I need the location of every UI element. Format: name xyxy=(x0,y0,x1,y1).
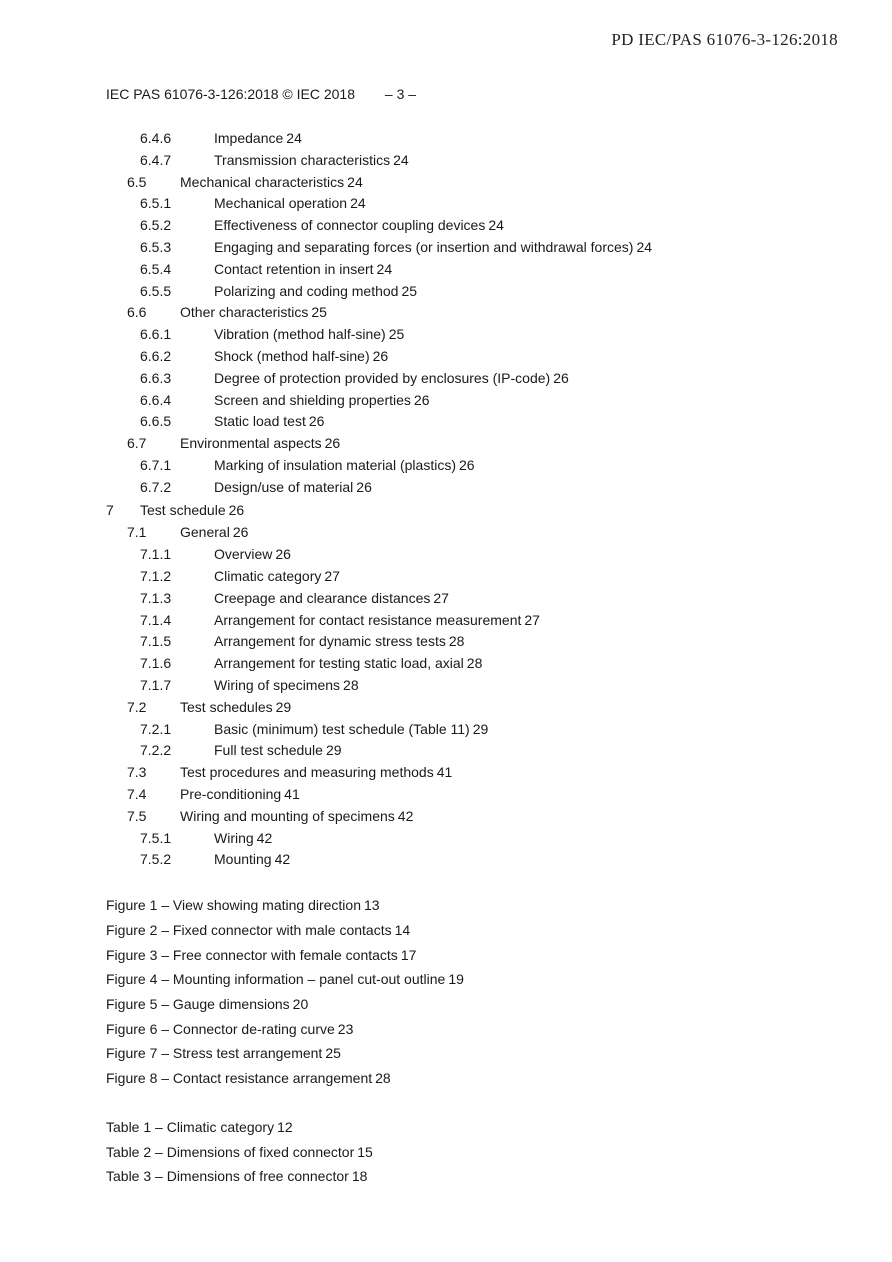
entry-title: Contact retention in insert xyxy=(214,260,374,277)
entry-page-number: 28 xyxy=(466,655,483,672)
entry-title: Figure 2 – Fixed connector with male contacts xyxy=(106,921,392,938)
entry-number: 7 xyxy=(106,501,114,518)
entry-page-number: 29 xyxy=(325,742,342,759)
entry-number: 6.6.1 xyxy=(140,326,172,343)
entry-number: 7.1 xyxy=(127,524,147,541)
entry-title: Transmission characteristics xyxy=(214,151,391,168)
entry-number: 6.5 xyxy=(127,173,147,190)
entry-page-number: 41 xyxy=(284,786,300,802)
entry-title: Figure 1 – View showing mating direction xyxy=(106,897,361,914)
entry-page-number: 13 xyxy=(364,897,380,914)
header-title: IEC PAS 61076-3-126:2018 © IEC 2018 xyxy=(106,86,355,102)
entry-page-number: 27 xyxy=(324,568,340,584)
entry-title: Environmental aspects xyxy=(180,435,322,452)
entry-number: 7.3 xyxy=(127,764,147,781)
entry-page-number: 26 xyxy=(232,524,249,541)
entry-title: Design/use of material xyxy=(214,478,354,495)
entry-page-number: 15 xyxy=(357,1143,373,1160)
entry-title: Pre-conditioning xyxy=(180,786,282,802)
entry-page-number: 29 xyxy=(472,720,489,737)
entry-title: Marking of insulation material (plastics) xyxy=(214,457,456,473)
entry-number: 6.5.5 xyxy=(140,282,172,299)
entry-page-number: 24 xyxy=(636,239,653,255)
entry-title: Test schedule xyxy=(140,501,226,518)
entry-number: 7.2.2 xyxy=(140,742,172,759)
entry-number: 7.2 xyxy=(127,698,147,715)
entry-number: 6.6.5 xyxy=(140,413,172,430)
entry-title: Wiring of specimens xyxy=(214,677,341,693)
entry-title: Degree of protection provided by enclosures (IP-code) xyxy=(214,369,551,386)
entry-page-number: 24 xyxy=(488,217,504,234)
entry-page-number: 42 xyxy=(256,829,273,846)
entry-title: Screen and shielding properties xyxy=(214,391,411,408)
entry-number: 7.1.1 xyxy=(140,546,172,563)
entry-number: 7.1.4 xyxy=(140,611,172,628)
entry-title: Table 1 – Climatic category xyxy=(106,1118,275,1135)
entry-number: 7.5.1 xyxy=(140,829,172,846)
entry-title: Figure 5 – Gauge dimensions xyxy=(106,996,290,1012)
entry-number: 6.4.6 xyxy=(140,130,172,146)
entry-title: Vibration (method half-sine) xyxy=(214,326,386,343)
entry-page-number: 27 xyxy=(524,611,540,628)
entry-page-number: 26 xyxy=(413,391,430,408)
entry-title: Other characteristics xyxy=(180,304,309,321)
entry-number: 6.5.4 xyxy=(140,260,172,277)
entry-title: Static load test xyxy=(214,413,306,430)
entry-page-number: 26 xyxy=(308,413,325,430)
entry-page-number: 26 xyxy=(275,546,291,563)
entry-number: 7.4 xyxy=(127,786,147,802)
entry-title: Test procedures and measuring methods xyxy=(180,764,434,781)
entry-page-number: 25 xyxy=(325,1045,341,1062)
entry-page-number: 28 xyxy=(448,633,465,650)
entry-title: Figure 6 – Connector de-rating curve xyxy=(106,1020,335,1037)
entry-page-number: 26 xyxy=(458,457,475,473)
entry-page-number: 24 xyxy=(286,130,302,146)
entry-title: Full test schedule xyxy=(214,742,323,759)
entry-title: Figure 8 – Contact resistance arrangement xyxy=(106,1070,373,1087)
entry-number: 6.5.2 xyxy=(140,217,172,234)
entry-number: 6.6.4 xyxy=(140,391,172,408)
entry-title: Arrangement for testing static load, axial xyxy=(214,655,464,672)
entry-page-number: 26 xyxy=(324,435,341,452)
entry-number: 7.1.3 xyxy=(140,589,172,606)
entry-number: 6.7.1 xyxy=(140,457,172,473)
entry-page-number: 19 xyxy=(448,971,464,988)
entry-page-number: 14 xyxy=(394,921,411,938)
entry-page-number: 25 xyxy=(311,304,327,321)
entry-number: 6.5.1 xyxy=(140,195,172,212)
entry-page-number: 24 xyxy=(376,260,393,277)
entry-page-number: 26 xyxy=(228,501,245,518)
entry-page-number: 20 xyxy=(292,996,309,1012)
entry-number: 6.6 xyxy=(127,304,147,321)
entry-number: 7.5.2 xyxy=(140,851,172,868)
entry-title: Polarizing and coding method xyxy=(214,282,399,299)
entry-page-number: 23 xyxy=(337,1020,354,1037)
entry-title: Arrangement for contact resistance measurement xyxy=(214,611,522,628)
entry-page-number: 26 xyxy=(553,369,569,386)
entry-title: Mounting xyxy=(214,851,272,868)
entry-page-number: 25 xyxy=(401,282,418,299)
entry-number: 7.1.2 xyxy=(140,568,172,584)
entry-title: Creepage and clearance distances xyxy=(214,589,431,606)
entry-title: Arrangement for dynamic stress tests xyxy=(214,633,446,650)
document-stamp: PD IEC/PAS 61076-3-126:2018 xyxy=(611,30,838,49)
entry-number: 6.6.2 xyxy=(140,348,172,364)
entry-page-number: 41 xyxy=(436,764,453,781)
entry-title: Test schedules xyxy=(180,698,273,715)
entry-title: Overview xyxy=(214,546,273,563)
entry-title: General xyxy=(180,524,230,541)
entry-page-number: 24 xyxy=(393,151,409,168)
entry-title: Mechanical operation xyxy=(214,195,348,212)
entry-page-number: 12 xyxy=(277,1118,293,1135)
entry-page-number: 24 xyxy=(350,195,366,212)
entry-title: Effectiveness of connector coupling devices xyxy=(214,217,486,234)
entry-page-number: 27 xyxy=(433,589,449,606)
entry-title: Climatic category xyxy=(214,568,322,584)
entry-number: 7.2.1 xyxy=(140,720,172,737)
entry-page-number: 18 xyxy=(351,1168,368,1185)
entry-number: 7.5 xyxy=(127,807,147,824)
entry-page-number: 24 xyxy=(347,173,363,190)
entry-title: Wiring and mounting of specimens xyxy=(180,807,395,824)
entry-title: Mechanical characteristics xyxy=(180,173,345,190)
entry-page-number: 42 xyxy=(397,807,414,824)
entry-title: Table 2 – Dimensions of fixed connector xyxy=(106,1143,355,1160)
entry-title: Table 3 – Dimensions of free connector xyxy=(106,1168,349,1185)
entry-page-number: 42 xyxy=(274,851,291,868)
entry-number: 6.4.7 xyxy=(140,151,172,168)
entry-page-number: 28 xyxy=(375,1070,391,1087)
entry-page-number: 26 xyxy=(372,348,389,364)
entry-page-number: 25 xyxy=(388,326,405,343)
entry-number: 6.7.2 xyxy=(140,478,172,495)
entry-title: Figure 7 – Stress test arrangement xyxy=(106,1045,323,1062)
entry-page-number: 26 xyxy=(356,478,372,495)
entry-title: Figure 4 – Mounting information – panel cut-out outline xyxy=(106,971,446,988)
entry-number: 7.1.6 xyxy=(140,655,172,672)
entry-title: Impedance xyxy=(214,130,284,146)
entry-title: Wiring xyxy=(214,829,254,846)
entry-title: Basic (minimum) test schedule (Table 11) xyxy=(214,720,470,737)
entry-number: 6.6.3 xyxy=(140,369,172,386)
entry-page-number: 28 xyxy=(343,677,359,693)
header-page-number: – 3 – xyxy=(384,86,417,102)
entry-title: Shock (method half-sine) xyxy=(214,348,370,364)
entry-number: 7.1.5 xyxy=(140,633,172,650)
entry-page-number: 17 xyxy=(400,946,417,963)
entry-number: 7.1.7 xyxy=(140,677,172,693)
running-header xyxy=(106,86,416,102)
entry-title: Engaging and separating forces (or insertion and withdrawal forces) xyxy=(214,239,634,255)
entry-number: 6.5.3 xyxy=(140,239,172,255)
entry-title: Figure 3 – Free connector with female contacts xyxy=(106,946,398,963)
entry-number: 6.7 xyxy=(127,435,147,452)
entry-page-number: 29 xyxy=(275,698,292,715)
